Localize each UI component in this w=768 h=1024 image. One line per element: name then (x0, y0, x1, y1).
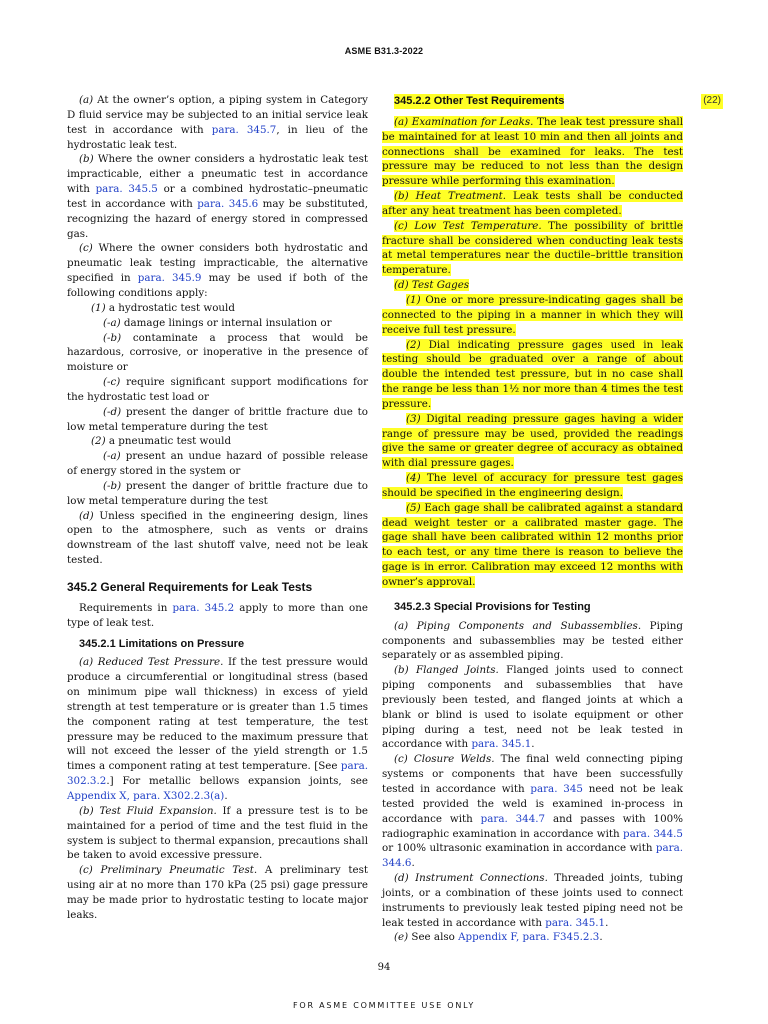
link-para-345-6[interactable]: para. 345.6 (197, 197, 259, 210)
right-column (382, 94, 721, 945)
para-low-test-temperature: (c) Low Test Temperature. The possibility of brittle fracture shall be considered when conducting leak tests at metal temperatures near the ductile–brittle transition temperature. (382, 219, 683, 277)
para-test-gages: (d) Test Gages (394, 279, 470, 292)
link-para-345-9[interactable]: para. 345.9 (137, 272, 202, 285)
subsection-heading-345-2-3: 345.2.3 Special Provisions for Testing (394, 600, 591, 613)
link-para-344-6[interactable]: para. 344.6 (382, 842, 683, 870)
link-para-345[interactable]: para. 345 (530, 782, 583, 795)
para-preliminary-pneumatic: (c) Preliminary Pneumatic Test. A preliminary test using air at no more than 170 kPa (25 psi) gage pressure may be made prior to hydrostatic testing to locate major leaks. (67, 864, 369, 921)
cond-1d: (-d) present the danger of brittle fracture due to low metal temperature during the test (67, 405, 368, 433)
cond-2b: (-b) present the danger of brittle fracture due to low metal temperature during the test (67, 479, 368, 507)
para-b-pneumatic: (b) Where the owner considers a hydrostatic leak test impracticable, either a pneumatic test in accordance with para. 345.5 or a combined hydrostatic–pneumatic test in accordance with para. 345.6 may be substituted, recognizing the hazard of energy stored in compressed gas. (67, 153, 369, 240)
link-para-345-2[interactable]: para. 345.2 (172, 601, 235, 614)
cond-2a: (-a) present an undue hazard of possible release of energy stored in the system or (67, 450, 368, 478)
link-para-344-5[interactable]: para. 344.5 (623, 827, 683, 840)
para-piping-components: (a) Piping Components and Subassemblies. Piping components and subassemblies may be tested either separately or as assembled piping. (382, 619, 683, 662)
cond-1a: (-a) damage linings or internal insulation or (103, 316, 332, 329)
gage-item-1: (1) One or more pressure-indicating gages shall be connected to the piping in a manner in which they will receive full test pressure. (382, 293, 683, 336)
para-c-alternative: (c) Where the owner considers both hydrostatic and pneumatic leak testing impracticable, the alternative specified in para. 345.9 may be used if both of the following conditions apply: (67, 242, 368, 299)
page-number: 94 (377, 962, 391, 973)
para-flanged-joints: (b) Flanged Joints. Flanged joints used to connect piping components and subassemblies that have previously been tested, and flanged joints at which a blank or blind is used to isolate equipment or other piping during a test, need not be leak tested in accordance with para. 345.1. (382, 664, 683, 751)
cond-2: (2) a pneumatic test would (91, 435, 232, 448)
para-instrument-connections: (d) Instrument Connections. Threaded joints, tubing joints, or a combination of these joints used to connect instruments to previously leak tested piping need not be leak tested in accordance with para. 345.1. (382, 872, 683, 929)
gage-item-4: (4) The level of accuracy for pressure test gages should be specified in the engineering design. (382, 472, 683, 499)
link-para-345-7[interactable]: para. 345.7 (211, 123, 277, 136)
para-see-also: (e) See also Appendix F, para. F345.2.3. (394, 931, 603, 944)
link-para-345-5[interactable]: para. 345.5 (95, 183, 158, 196)
para-test-fluid-expansion: (b) Test Fluid Expansion. If a pressure test is to be maintained for a period of time and the test fluid in the system is subject to thermal expansion, precautions shall be taken to avoid excessive pressure. (67, 804, 368, 862)
link-para-344-7[interactable]: para. 344.7 (480, 812, 546, 825)
footer-notice: FOR ASME COMMITTEE USE ONLY (292, 1001, 476, 1010)
para-d-open-lines: (d) Unless specified in the engineering design, lines open to the atmosphere, such as vents or drains downstream of the last shutoff valve, need not be leak tested. (67, 509, 368, 567)
para-a-initial-service: (a) At the owner’s option, a piping system in Category D fluid service may be subjected to an initial service leak test in accordance with para. 345.7, in lieu of the hydrostatic leak test. (67, 94, 368, 151)
para-heat-treatment: (b) Heat Treatment. Leak tests shall be conducted after any heat treatment has been completed. (382, 190, 683, 217)
para-reduced-test-pressure: (a) Reduced Test Pressure. If the test pressure would produce a circumferential or longitudinal stress (based on minimum pipe wall thickness) in excess of yield strength at test temperature or is greater than 1.5 times the component rating at test temperature, the test pressure may be reduced to the maximum pressure that will not exceed the lesser of the yield strength or 1.5 times a component rating at test temperature. [See para. 302.3.2.] For metallic bellows expansion joints, see Appendix X, para. X302.2.3(a). (67, 656, 368, 802)
link-appendix-f[interactable]: Appendix F, para. F345.2.3 (458, 931, 600, 944)
subsection-heading-345-2-2: 345.2.2 Other Test Requirements (22) (394, 95, 721, 107)
link-appendix-x[interactable]: Appendix X, para. X302.2.3(a) (67, 789, 225, 802)
gage-item-2: (2) Dial indicating pressure gages used in leak testing should be graduated over a range of about double the intended test pressure, but in no case shall the range be less than 1½ nor more than 4 times the test pressure. (382, 338, 683, 410)
revision-marker: (22) (701, 94, 723, 109)
subsection-heading-345-2-1: 345.2.1 Limitations on Pressure (79, 637, 245, 650)
running-header: ASME B31.3-2022 (344, 46, 424, 56)
gage-item-5: (5) Each gage shall be calibrated against a standard dead weight tester or a calibrated master gage. The gage shall have been calibrated within 12 months prior to each test, or any time there is reason to believe the gage is in error. Calibration may exceed 12 months with owner’s approval. (382, 501, 683, 588)
cond-1c: (-c) require significant support modifications for the hydrostatic test load or (67, 376, 368, 403)
para-requirements: Requirements in para. 345.2 apply to more than one type of leak test. (67, 601, 368, 629)
link-para-302-3-2[interactable]: para. 302.3.2 (67, 760, 368, 788)
cond-1b: (-b) contaminate a process that would be hazardous, corrosive, or inoperative in the presence of moisture or (67, 331, 368, 374)
gage-item-3: (3) Digital reading pressure gages having a wider range of pressure may be used, provided the readings give the same or greater degree of accuracy as obtained with dial pressure gages. (382, 412, 683, 470)
para-examination-for-leaks: (a) Examination for Leaks. The leak test pressure shall be maintained for at least 10 min and then all joints and connections shall be examined for leaks. The test pressure may be reduced to not less than the design pressure while performing this examination. (382, 115, 683, 188)
link-para-345-1-b[interactable]: para. 345.1 (545, 916, 606, 929)
cond-1: (1) a hydrostatic test would (91, 301, 235, 314)
left-column (67, 93, 368, 923)
section-heading-345-2: 345.2 General Requirements for Leak Tests (67, 580, 313, 594)
para-closure-welds: (c) Closure Welds. The final weld connecting piping systems or components that have been successfully tested in accordance with para. 345 need not be leak tested provided the weld is examined in-process in accordance with para. 344.7 and passes with 100% radiographic examination in accordance with para. 344.5 or 100% ultrasonic examination in accordance with para. 344.6. (382, 753, 684, 870)
link-para-345-1[interactable]: para. 345.1 (471, 738, 532, 751)
